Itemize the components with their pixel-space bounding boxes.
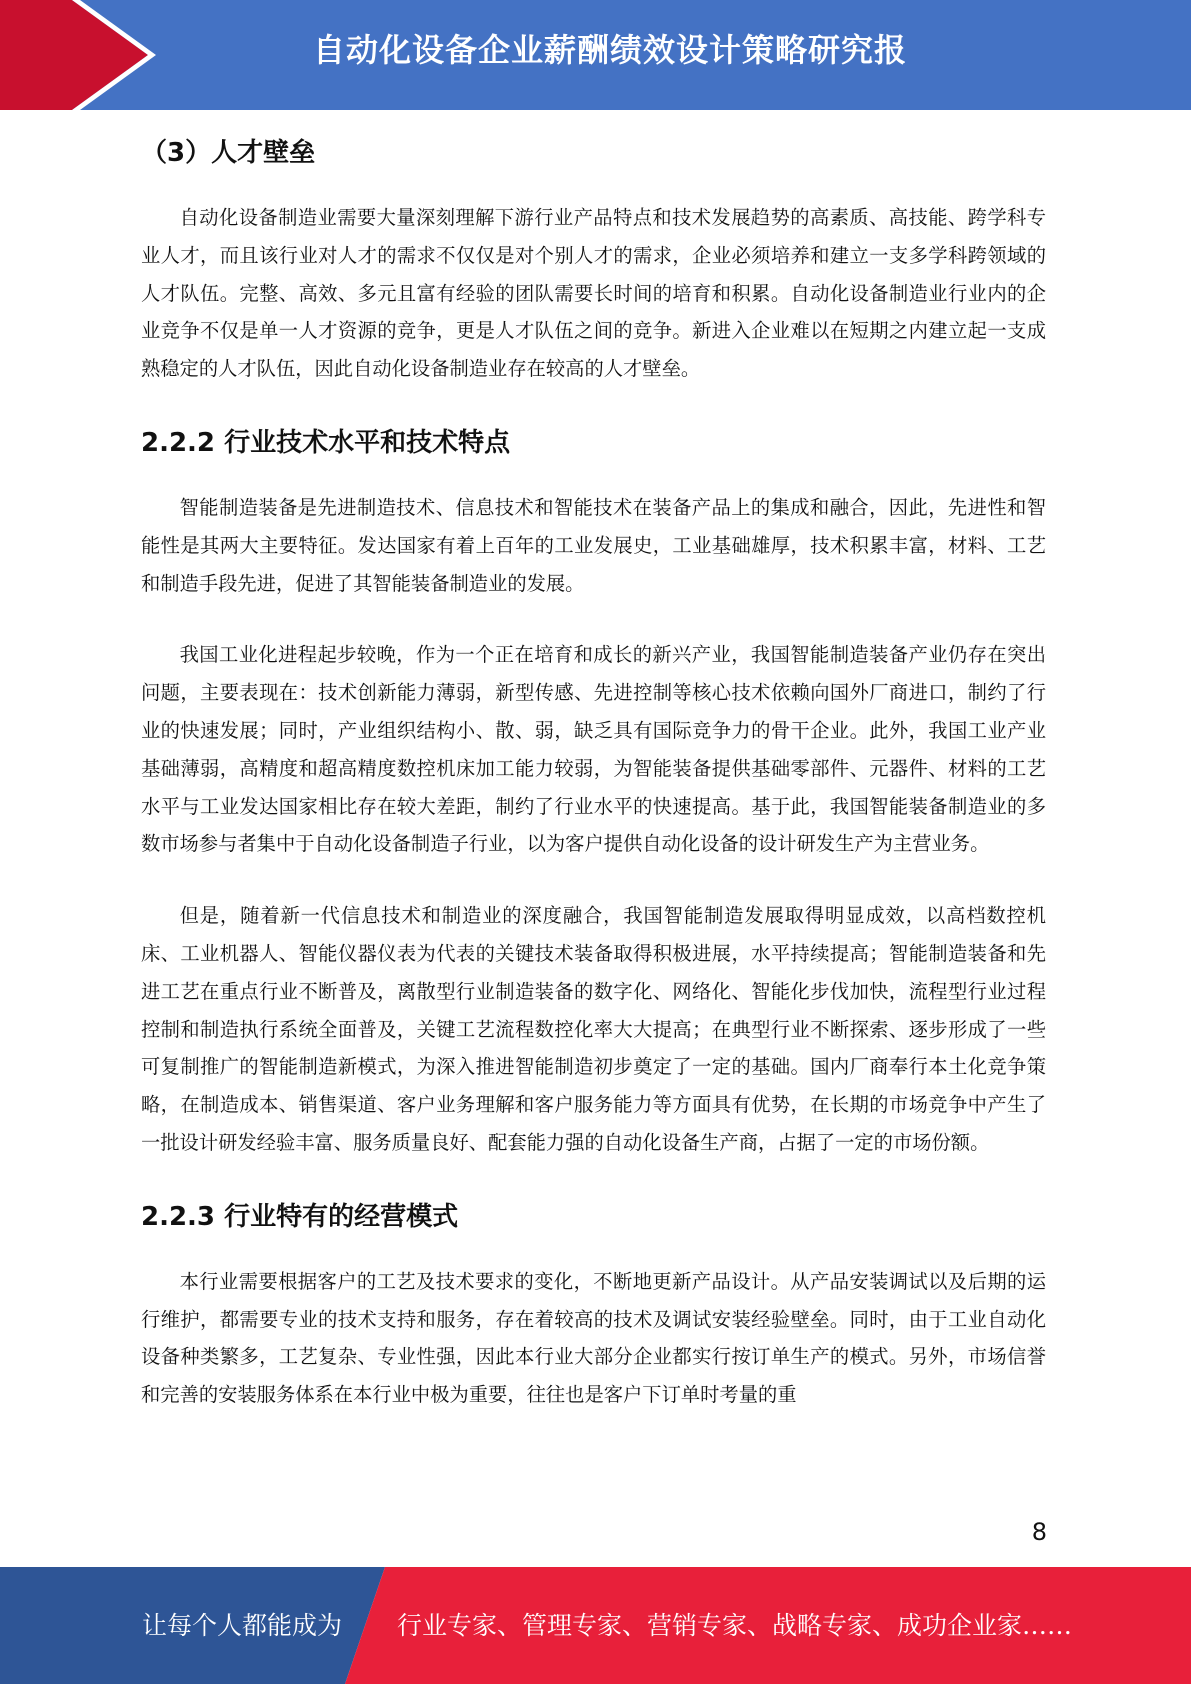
section-heading: 2.2.3 行业特有的经营模式 bbox=[141, 1201, 459, 1232]
paragraph: 但是，随着新一代信息技术和制造业的深度融合，我国智能制造发展取得明显成效，以高档数控机床、工业机器人、智能仪器仪表为代表的关键技术装备取得积极进展，水平持续提高；智能制造装备和先进工艺在重点行业不断普及，离散型行业制造装备的数字化、网络化、智能化步伐加快，流程型行业过程控制和制造执行系统全面普及，关键工艺流程数控化率大大提高；在典型行业不断探索、逐步形成了一些可复制推广的智能制造新模式，为深入推进智能制造初步奠定了一定的基础。国内厂商奉行本土化竞争策略，在制造成本、销售渠道、客户业务理解和客户服务能力等方面具有优势，在长期的市场竞争中产生了一批设计研发经验丰富、服务质量良好、配套能力强的自动化设备生产商，占据了一定的市场份额。 bbox=[141, 904, 1046, 1154]
document-title: 自动化设备企业薪酬绩效设计策略研究报告 bbox=[312, 31, 907, 169]
page-footer bbox=[0, 1567, 1191, 1684]
paragraph: 我国工业化进程起步较晚，作为一个正在培育和成长的新兴产业，我国智能制造装备产业仍存在突出问题，主要表现在：技术创新能力薄弱，新型传感、先进控制等核心技术依赖向国外厂商进口，制约了行业的快速发展；同时，产业组织结构小、散、弱，缺乏具有国际竞争力的骨干企业。此外，我国工业产业基础薄弱，高精度和超高精度数控机床加工能力较弱，为智能装备提供基础零部件、元器件、材料的工艺水平与工业发达国家相比存在较大差距，制约了行业水平的快速提高。基于此，我国智能装备制造业的多数市场参与者集中于自动化设备制造子行业，以为客户提供自动化设备的设计研发生产为主营业务。 bbox=[141, 643, 1046, 856]
page-content bbox=[141, 118, 1046, 1448]
paragraph: 自动化设备制造业需要大量深刻理解下游行业产品特点和技术发展趋势的高素质、高技能、跨学科专业人才，而且该行业对人才的需求不仅仅是对个别人才的需求，企业必须培养和建立一支多学科跨领域的人才队伍。完整、高效、多元且富有经验的团队需要长时间的培育和积累。自动化设备制造业行业内的企业竞争不仅是单一人才资源的竞争，更是人才队伍之间的竞争。新进入企业难以在短期之内建立起一支成熟稳定的人才队伍，因此自动化设备制造业存在较高的人才壁垒。 bbox=[141, 206, 1046, 381]
section-heading: 2.2.2 行业技术水平和技术特点 bbox=[141, 427, 511, 458]
paragraph: 本行业需要根据客户的工艺及技术要求的变化，不断地更新产品设计。从产品安装调试以及后期的运行维护，都需要专业的技术支持和服务，存在着较高的技术及调试安装经验壁垒。同时，由于工业自动化设备种类繁多，工艺复杂、专业性强，因此本行业大部分企业都实行按订单生产的模式。另外，市场信誉和完善的安装服务体系在本行业中极为重要，往往也是客户下订单时考量的重 bbox=[141, 1269, 1046, 1407]
footer-slogan-left: 让每个人都能成为 bbox=[142, 1611, 343, 1640]
section-subheading: （3）人才壁垒 bbox=[141, 138, 316, 168]
paragraph: 智能制造装备是先进制造技术、信息技术和智能技术在装备产品上的集成和融合，因此，先进性和智能性是其两大主要特征。发达国家有着上百年的工业发展史，工业基础雄厚，技术积累丰富，材料、工艺和制造手段先进，促进了其智能装备制造业的发展。 bbox=[141, 495, 1046, 595]
page-number: 8 bbox=[1031, 1518, 1047, 1546]
footer-slogan-right: 行业专家、管理专家、营销专家、战略专家、成功企业家…… bbox=[397, 1611, 1073, 1640]
